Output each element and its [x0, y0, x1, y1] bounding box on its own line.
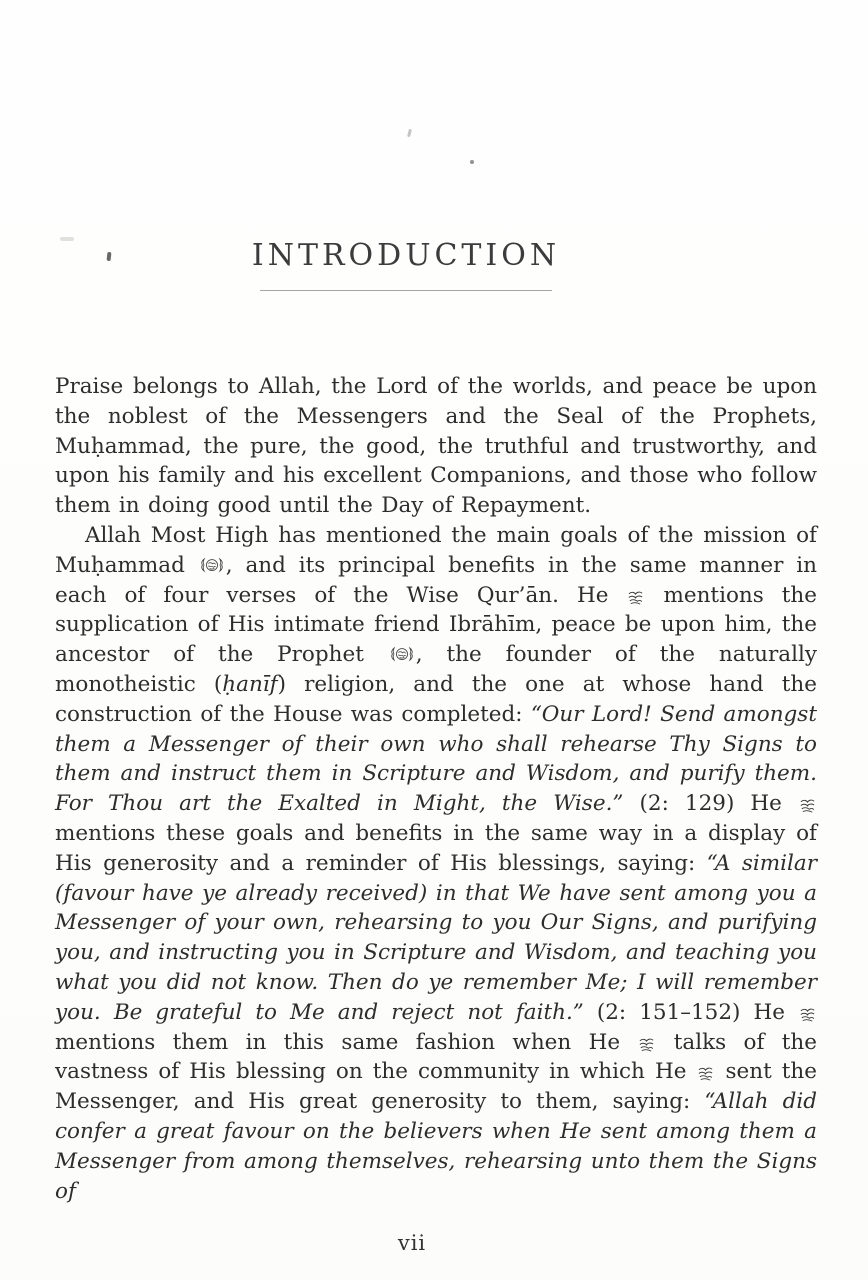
- body-text: [55, 372, 817, 1206]
- quote-text: “Our Lord! Send amongst them a Messenger of their own who shall rehearse Thy Signs to them and instruct them in Scripture and Wisdom, and purify them. For Thou art the Exalted in Might, the Wise.”: [55, 701, 817, 817]
- pbuh-seal-icon: [388, 644, 416, 665]
- body-run: mentions these goals and benefits in the same way in a display of His generosity and a reminder of His blessings, saying:: [55, 820, 817, 876]
- body-run: Praise belongs to Allah, the Lord of the worlds, and peace be upon the noblest of the Messengers and the Seal of the Prophets, Muḥammad, the pure, the good, the truthful and trustworthy, and upon his family and his excellent Companions, and those who follow them in doing good until the Day of Repayment.: [55, 374, 817, 519]
- body-run: , the founder of the naturally monotheistic (: [55, 642, 817, 697]
- pbuh-seal-icon: [198, 555, 226, 576]
- quote-text: “Allah did confer a great favour on the believers when He sent among them a Messenger from among themselves, rehearsing unto them the Signs of: [55, 1089, 817, 1204]
- heading-rule: [260, 290, 552, 291]
- body-run: sent the Messenger, and His great generosity to them, saying:: [55, 1059, 817, 1115]
- body-run: mentions the supplication of His intimate friend Ibrāhīm, peace be upon him, the ancestor of the Prophet: [55, 582, 817, 668]
- body-run: ) religion, and the one at whose hand the construction of the House was completed:: [55, 671, 817, 727]
- quote-text: “A similar (favour have ye already received) in that We have sent among you a Messenger of your own, rehearsing to you Our Signs, and purifying you, and instructing you in Scripture and Wisdom, and teaching you what you did not know. Then do ye remember Me; I will remember you. Be grateful to Me and reject not faith.”: [55, 850, 817, 1025]
- body-run: (2: 129) He: [623, 791, 799, 817]
- body-run: Allah Most High has mentioned the main goals of the mission of Muḥammad: [55, 522, 817, 578]
- divine-name-seal-icon: [626, 589, 645, 606]
- chapter-heading: [55, 238, 757, 291]
- page-title: INTRODUCTION: [251, 238, 561, 273]
- paragraph: [55, 372, 817, 521]
- scan-speck: [407, 129, 412, 137]
- paragraph: [55, 521, 817, 1206]
- body-run: , and its principal benefits in the same manner in each of four verses of the Wise Qur’ān. He: [55, 552, 817, 608]
- divine-name-seal-icon: [798, 797, 817, 814]
- body-run: mentions them in this same fashion when He: [55, 1029, 638, 1055]
- page-number: vii: [397, 1231, 427, 1255]
- divine-name-seal-icon: [696, 1065, 715, 1082]
- body-run: talks of the vastness of His blessing on the community in which He: [55, 1029, 817, 1085]
- quote-text: ḥanīf: [222, 671, 278, 697]
- divine-name-seal-icon: [798, 1006, 817, 1023]
- body-run: (2: 151–152) He: [583, 999, 798, 1025]
- divine-name-seal-icon: [637, 1036, 656, 1053]
- scan-speck: [470, 160, 474, 164]
